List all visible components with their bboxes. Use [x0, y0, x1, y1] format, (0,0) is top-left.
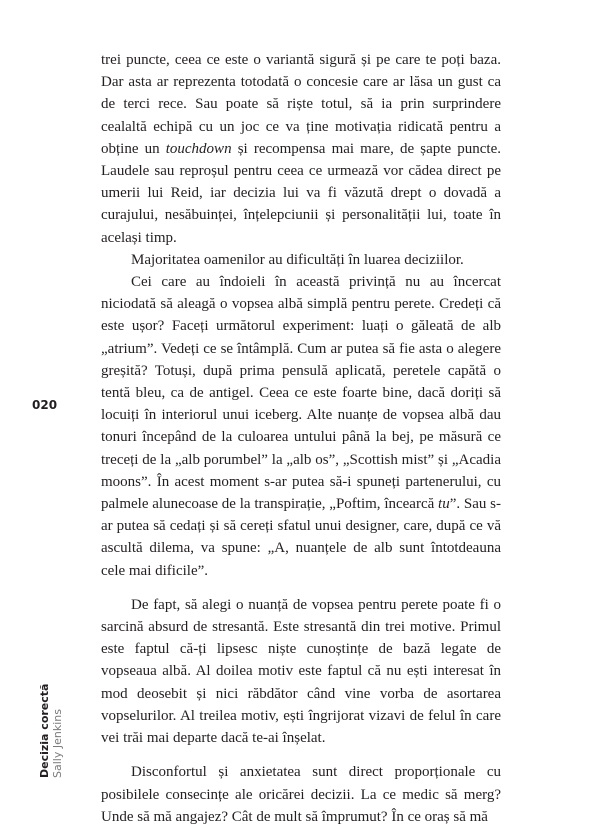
paragraph: Disconfortul și anxietatea sunt direct proporționale cu posibilele consecințe ale oricărei decizii. La ce medic să merg? Unde să mă angajez? Cât de mult să împrumut? În ce oraș să mă [101, 764, 501, 825]
page-number: 020 [32, 398, 58, 412]
paragraph: trei puncte, ceea ce este o variantă sigură și pe care te poți baza. Dar asta ar reprezenta totodată o concesie care ar lăsa un gust ca de terci rece. Sau poate să riște totul, să ia prin surprindere cealaltă echipă cu un joc ce va ține motivația ridicată pentru a obține un touchdown și recompensa mai mare, de șapte puncte. Laudele sau reproșul pentru ceea ce urmează vor cădea direct pe umerii lui Reid, iar decizia lui va fi văzută drept o dovadă a curajului, nesăbuinței, înțelepciunii și personalității lui, toate în același timp. [101, 52, 501, 246]
running-author: Sally Jenkins [51, 709, 64, 778]
paragraph: Cei care au îndoieli în această privință nu au încercat niciodată să aleagă o vopsea albă simplă pentru perete. Credeți că este ușor? Faceți următorul experiment: luați o găleată de alb „atrium”. Vedeți ce se întâmplă. Cum ar putea să fie asta o alegere greșită? Totuși, după prima pensulă aplicată, peretele capătă o tentă bleu, ca de antigel. Ceea ce este foarte bine, dacă doriți să locuiți în interiorul unui iceberg. Alte nuanțe de vopsea albă dau tonuri începând de la culoarea untului până la bej, pe măsură ce treceți de la „alb porumbel” la „alb os”, „Scottish mist” și „Acadia moons”. În acest moment s-ar putea să-i spuneți partenerului, cu palmele alunecoase de la transpirație, „Poftim, încearcă tu”. Sau s-ar putea să cedați și să cereți sfatul unui designer, care, după ce vă ascultă dilema, va spune: „A, nuanțele de alb sunt întotdeauna cele mai dificile”. [101, 274, 501, 579]
paragraph: De fapt, să alegi o nuanță de vopsea pentru perete poate fi o sarcină absurd de stresantă. Este stresantă din trei motive. Primul este faptul că-ți lipsesc niște cunoștințe de bază legate de vopseaua albă. Al doilea motiv este faptul că nu ești interesat în mod deosebit și nici răbdător când vine vorba de asortarea vopselurilor. Al treilea motiv, ești îngrijorat vizavi de felul în care vei trăi mai departe dacă te-ai înșelat. [101, 596, 501, 747]
body-text [101, 49, 501, 828]
running-title: Decizia corectă [38, 683, 51, 778]
paragraph: Majoritatea oamenilor au dificultăți în luarea deciziilor. [131, 251, 464, 268]
running-head [38, 638, 64, 778]
